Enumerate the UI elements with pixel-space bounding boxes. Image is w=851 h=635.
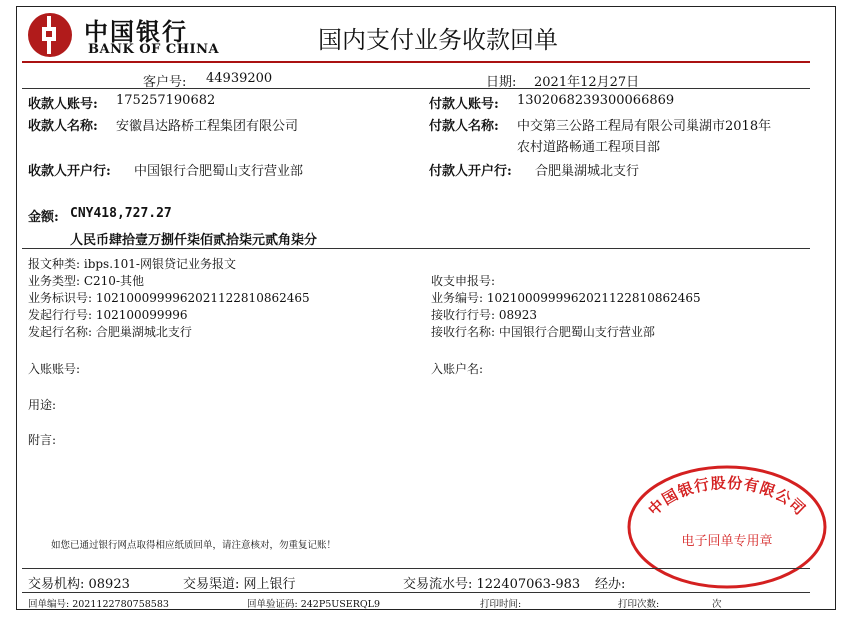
payee-account: 175257190682	[116, 93, 216, 108]
print-time: 打印时间:	[480, 599, 522, 610]
divider	[22, 592, 810, 593]
payer-name-label: 付款人名称:	[429, 119, 499, 134]
remark: 附言:	[28, 433, 57, 447]
amount-value: CNY418,727.27	[70, 206, 172, 221]
purpose: 用途:	[28, 398, 57, 412]
transaction-serial: 交易流水号: 122407063-983	[403, 577, 581, 592]
transaction-channel: 交易渠道: 网上银行	[183, 577, 296, 592]
print-count: 打印次数:	[618, 599, 660, 610]
receipt-verify-code: 回单验证码: 242P5USERQL9	[247, 599, 381, 610]
payee-name: 安徽昌达路桥工程集团有限公司	[116, 119, 299, 134]
divider	[22, 568, 810, 569]
business-type: 业务类型: C210-其他	[28, 274, 144, 288]
header-rule	[22, 61, 810, 63]
svg-text:中国银行股份有限公司	[645, 474, 810, 519]
print-count-unit: 次	[712, 599, 722, 610]
date-value: 2021年12月27日	[534, 75, 640, 90]
customer-no: 44939200	[206, 71, 273, 86]
customer-no-label: 客户号:	[143, 75, 187, 90]
receiving-bank-name: 接收行名称: 中国银行合肥蜀山支行营业部	[431, 325, 655, 339]
origin-bank-name: 发起行名称: 合肥巢湖城北支行	[28, 325, 192, 339]
payer-account: 1302068239300066869	[517, 93, 675, 108]
bank-of-china-logo-icon	[28, 13, 72, 57]
payer-bank-label: 付款人开户行:	[429, 164, 512, 179]
payer-name-line1: 中交第三公路工程局有限公司巢湖市2018年	[517, 119, 772, 134]
payee-account-label: 收款人账号:	[28, 97, 98, 112]
bank-name-en: BANK OF CHINA	[88, 42, 220, 57]
date-label: 日期:	[486, 75, 517, 90]
payee-bank-label: 收款人开户行:	[28, 164, 111, 179]
in-account-name: 入账户名:	[431, 362, 484, 376]
seal-bottom-text: 电子回单专用章	[681, 534, 773, 549]
payee-name-label: 收款人名称:	[28, 119, 98, 134]
in-account-no: 入账账号:	[28, 362, 81, 376]
payer-bank: 合肥巢湖城北支行	[535, 164, 640, 179]
amount-label: 金额:	[28, 210, 59, 225]
business-id: 业务标识号: 1021000999962021122810862465	[28, 291, 310, 305]
page-title: 国内支付业务收款回单	[318, 26, 558, 54]
payer-name-line2: 农村道路畅通工程项目部	[517, 140, 661, 155]
origin-bank-no: 发起行行号: 102100099996	[28, 308, 188, 322]
payee-bank: 中国银行合肥蜀山支行营业部	[134, 164, 304, 179]
seal-top-text: 中国银行股份有限公司	[644, 473, 810, 520]
receipt-report-no: 收支申报号:	[431, 274, 496, 288]
receiving-bank-no: 接收行行号: 08923	[431, 308, 538, 322]
receipt-number: 回单编号: 2021122780758583	[28, 599, 169, 610]
electronic-receipt-seal	[627, 465, 827, 589]
amount-in-words: 人民币肆拾壹万捌仟柒佰贰拾柒元贰角柒分	[70, 233, 318, 248]
divider	[22, 248, 810, 249]
handler: 经办:	[595, 577, 626, 592]
bank-name-cn: 中国银行	[84, 17, 188, 46]
message-type: 报文种类: ibps.101-网银贷记业务报文	[28, 257, 236, 271]
business-no: 业务编号: 1021000999962021122810862465	[431, 291, 701, 305]
payer-account-label: 付款人账号:	[429, 97, 499, 112]
duplicate-notice: 如您已通过银行网点取得相应纸质回单，请注意核对，勿重复记账！	[51, 540, 337, 551]
divider	[22, 88, 810, 89]
transaction-institution: 交易机构: 08923	[28, 577, 130, 592]
